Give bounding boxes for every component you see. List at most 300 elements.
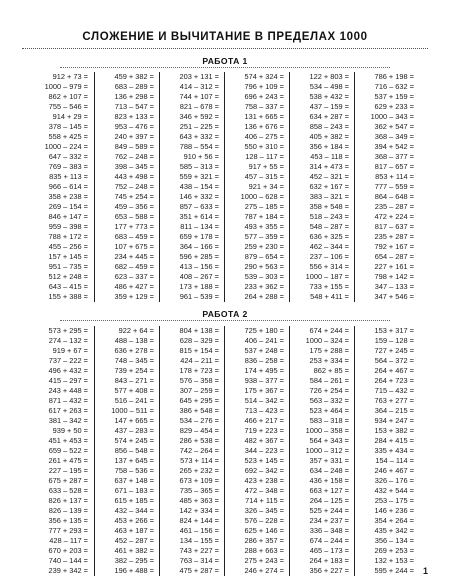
exercise-item: 634 – 248 = (309, 466, 349, 475)
exercise-item: 934 + 247 = (374, 416, 414, 425)
exercise-item: 748 – 345 = (114, 356, 154, 365)
exercise-item: 264 + 288 = (244, 292, 284, 301)
exercise-item: 488 – 138 = (114, 336, 154, 345)
exercise-item: 564 + 343 = (309, 436, 349, 445)
exercise-item: 573 + 295 = (48, 326, 88, 335)
exercise-item: 645 + 295 = (179, 396, 219, 405)
exercise-column (224, 72, 287, 302)
exercise-item: 625 + 146 = (244, 526, 284, 535)
exercise-item: 496 + 432 = (48, 366, 88, 375)
exercise-item: 725 + 180 = (244, 326, 284, 335)
exercise-column (289, 326, 352, 576)
exercise-item: 879 – 654 = (244, 252, 284, 261)
exercise-item: 437 – 159 = (309, 102, 349, 111)
exercise-item: 787 + 184 = (244, 212, 284, 221)
exercise-item: 824 + 144 = (179, 516, 219, 525)
exercise-column (289, 72, 352, 302)
exercise-item: 951 – 735 = (48, 262, 88, 271)
exercise-item: 142 + 334 = (179, 506, 219, 515)
exercise-item: 912 + 73 = (52, 72, 88, 81)
exercise-item: 777 – 559 = (374, 182, 414, 191)
exercise-column (29, 72, 91, 302)
exercise-item: 368 – 349 = (374, 132, 414, 141)
exercise-item: 548 + 411 = (310, 292, 349, 301)
exercise-item: 683 – 289 = (114, 82, 154, 91)
exercise-item: 713 – 423 = (244, 406, 284, 415)
exercise-item: 356 + 135 = (48, 516, 88, 525)
exercise-item: 357 + 331 = (309, 456, 349, 465)
exercise-item: 857 – 633 = (179, 202, 219, 211)
exercise-item: 574 + 324 = (244, 72, 284, 81)
exercise-item: 406 – 275 = (244, 132, 284, 141)
exercise-item: 653 – 588 = (114, 212, 154, 221)
exercise-item: 453 – 118 = (310, 152, 349, 161)
exercise-item: 523 + 145 = (244, 456, 284, 465)
exercise-item: 559 + 321 = (179, 172, 219, 181)
exercise-item: 455 – 256 = (48, 242, 88, 251)
exercise-item: 577 + 408 = (114, 386, 154, 395)
exercise-item: 939 + 50 = (52, 426, 88, 435)
exercise-item: 154 – 114 = (375, 456, 414, 465)
exercise-item: 811 – 134 = (180, 222, 219, 231)
exercise-item: 493 + 355 = (244, 222, 284, 231)
exercise-item: 381 – 342 = (48, 416, 88, 425)
exercise-item: 437 – 283 = (114, 426, 154, 435)
exercise-item: 364 – 215 = (374, 406, 414, 415)
exercise-item: 514 – 342 = (244, 396, 284, 405)
exercise-item: 359 + 129 = (114, 292, 154, 301)
exercise-item: 251 – 225 = (179, 122, 219, 131)
exercise-item: 132 + 153 = (374, 556, 414, 565)
exercise-item: 683 – 459 = (114, 232, 154, 241)
exercise-item: 264 + 723 = (374, 376, 414, 385)
exercise-item: 378 – 145 = (48, 122, 88, 131)
exercise-item: 482 + 367 = (244, 436, 284, 445)
work-1-title: РАБОТА 1 (202, 56, 248, 66)
exercise-item: 175 + 288 = (309, 346, 349, 355)
exercise-item: 548 – 287 = (309, 222, 349, 231)
page-title: СЛОЖЕНИЕ И ВЫЧИТАНИЕ В ПРЕДЕЛАХ 1000 (82, 31, 368, 43)
exercise-item: 871 – 432 = (48, 396, 88, 405)
exercise-item: 415 – 297 = (48, 376, 88, 385)
exercise-item: 253 + 334 = (309, 356, 349, 365)
exercise-item: 1000 – 324 = (305, 336, 349, 345)
exercise-item: 743 + 227 = (179, 546, 219, 555)
exercise-item: 1000 – 187 = (305, 272, 349, 281)
exercise-item: 358 + 238 = (48, 192, 88, 201)
exercise-item: 910 + 56 = (183, 152, 219, 161)
exercise-item: 122 + 803 = (309, 72, 349, 81)
exercise-item: 453 + 266 = (114, 516, 154, 525)
exercise-item: 634 + 287 = (309, 112, 349, 121)
exercise-item: 246 + 274 = (244, 566, 284, 575)
exercise-item: 796 + 109 = (244, 82, 284, 91)
exercise-item: 564 – 372 = (374, 356, 414, 365)
exercise-item: 1000 – 511 = (111, 406, 154, 415)
exercise-item: 178 + 723 = (179, 366, 219, 375)
exercise-item: 758 – 536 = (114, 466, 154, 475)
exercise-item: 917 + 55 = (248, 162, 284, 171)
exercise-item: 659 + 178 = (179, 232, 219, 241)
exercise-item: 643 + 332 = (179, 132, 219, 141)
exercise-item: 314 + 473 = (309, 162, 349, 171)
exercise-item: 637 + 148 = (114, 476, 154, 485)
exercise-item: 798 + 142 = (374, 272, 414, 281)
exercise-item: 585 – 313 = (179, 162, 219, 171)
exercise-item: 788 – 554 = (179, 142, 219, 151)
exercise-item: 556 + 314 = (309, 262, 349, 271)
exercise-item: 356 – 134 = (374, 536, 414, 545)
exercise-item: 584 – 261 = (309, 376, 349, 385)
exercise-item: 264 + 467 = (374, 366, 414, 375)
exercise-item: 472 – 348 = (244, 486, 284, 495)
exercise-item: 414 – 312 = (179, 82, 219, 91)
exercise-item: 959 – 398 = (48, 222, 88, 231)
exercise-item: 512 + 248 = (48, 272, 88, 281)
exercise-item: 714 + 115 = (245, 496, 284, 505)
title-divider (22, 48, 428, 49)
exercise-item: 253 – 175 = (374, 496, 414, 505)
exercise-column (354, 72, 417, 302)
exercise-item: 452 – 321 = (309, 172, 349, 181)
exercise-item: 424 – 211 = (180, 356, 219, 365)
exercise-item: 203 + 131 = (179, 72, 219, 81)
exercise-item: 173 + 188 = (179, 282, 219, 291)
exercise-item: 423 + 238 = (244, 476, 284, 485)
exercise-item: 153 + 382 = (374, 426, 414, 435)
work-1-divider (60, 67, 390, 68)
exercise-item: 742 – 264 = (179, 446, 219, 455)
exercise-item: 755 – 546 = (48, 102, 88, 111)
exercise-item: 966 – 614 = (48, 182, 88, 191)
exercise-item: 462 – 344 = (309, 242, 349, 251)
exercise-item: 235 – 287 = (374, 202, 414, 211)
exercise-item: 386 + 548 = (179, 406, 219, 415)
exercise-item: 284 + 415 = (374, 436, 414, 445)
exercise-item: 459 + 382 = (114, 72, 154, 81)
exercise-item: 275 + 243 = (244, 556, 284, 565)
exercise-item: 269 + 253 = (374, 546, 414, 555)
exercise-item: 815 + 154 = (179, 346, 219, 355)
exercise-item: 364 – 166 = (179, 242, 219, 251)
exercise-item: 538 + 432 = (309, 92, 349, 101)
exercise-item: 735 – 365 = (179, 486, 219, 495)
exercise-item: 633 – 528 = (48, 486, 88, 495)
exercise-item: 405 + 382 = (309, 132, 349, 141)
exercise-item: 435 + 342 = (374, 526, 414, 535)
exercise-item: 862 + 85 = (313, 366, 349, 375)
exercise-item: 537 + 248 = (244, 346, 284, 355)
exercise-item: 146 + 332 = (179, 192, 219, 201)
exercise-item: 443 + 498 = (114, 172, 154, 181)
exercise-item: 663 + 127 = (309, 486, 349, 495)
exercise-item: 1000 – 312 = (305, 446, 349, 455)
exercise-item: 826 + 137 = (48, 496, 88, 505)
exercise-item: 436 + 158 = (309, 476, 349, 485)
exercise-item: 745 + 254 = (114, 192, 154, 201)
exercise-column (354, 326, 417, 576)
exercise-item: 196 + 488 = (114, 566, 154, 575)
exercise-item: 472 + 224 = (374, 212, 414, 221)
exercise-item: 826 – 139 = (48, 506, 88, 515)
exercise-item: 692 – 342 = (244, 466, 284, 475)
exercise-item: 643 – 415 = (48, 282, 88, 291)
exercise-item: 227 – 195 = (48, 466, 88, 475)
exercise-item: 737 – 222 = (48, 356, 88, 365)
exercise-item: 523 + 464 = (309, 406, 349, 415)
exercise-column (29, 326, 91, 576)
exercise-item: 137 + 645 = (114, 456, 154, 465)
exercise-item: 307 – 259 = (179, 386, 219, 395)
exercise-item: 922 + 64 = (118, 326, 154, 335)
exercise-item: 719 + 223 = (244, 426, 284, 435)
exercise-item: 131 + 665 = (244, 112, 284, 121)
exercise-item: 534 – 276 = (179, 416, 219, 425)
exercise-item: 461 – 156 = (179, 526, 219, 535)
exercise-item: 432 + 544 = (374, 486, 414, 495)
exercise-item: 696 + 243 = (244, 92, 284, 101)
exercise-item: 632 + 167 = (309, 182, 349, 191)
exercise-item: 234 + 237 = (309, 516, 349, 525)
exercise-item: 914 + 29 = (52, 112, 88, 121)
exercise-item: 459 – 356 = (114, 202, 154, 211)
exercise-item: 347 + 546 = (374, 292, 414, 301)
exercise-item: 654 – 287 = (374, 252, 414, 261)
exercise-item: 128 – 117 = (245, 152, 284, 161)
exercise-item: 394 + 542 = (374, 142, 414, 151)
exercise-item: 227 + 161 = (374, 262, 414, 271)
exercise-item: 516 – 241 = (114, 396, 154, 405)
exercise-item: 235 + 287 = (374, 232, 414, 241)
exercise-item: 261 + 475 = (48, 456, 88, 465)
exercise-item: 351 + 614 = (179, 212, 219, 221)
exercise-item: 573 + 114 = (180, 456, 219, 465)
exercise-item: 432 – 344 = (114, 506, 154, 515)
exercise-item: 354 + 264 = (374, 516, 414, 525)
exercise-item: 428 – 117 = (49, 536, 88, 545)
exercise-item: 836 – 258 = (244, 356, 284, 365)
exercise-item: 558 + 425 = (48, 132, 88, 141)
exercise-item: 659 – 522 = (48, 446, 88, 455)
exercise-item: 739 + 254 = (114, 366, 154, 375)
exercise-item: 758 – 337 = (244, 102, 284, 111)
exercise-item: 1000 – 358 = (305, 426, 349, 435)
exercise-column (159, 72, 222, 302)
exercise-item: 438 – 154 = (179, 182, 219, 191)
exercise-item: 157 + 145 = (48, 252, 88, 261)
exercise-item: 763 + 277 = (374, 396, 414, 405)
exercise-column (224, 326, 287, 576)
exercise-item: 155 + 388 = (48, 292, 88, 301)
exercise-item: 792 + 167 = (374, 242, 414, 251)
exercise-item: 233 + 362 = (244, 282, 284, 291)
exercise-item: 177 + 773 = (114, 222, 154, 231)
exercise-item: 853 + 114 = (375, 172, 414, 181)
exercise-item: 383 – 321 = (309, 192, 349, 201)
exercise-item: 326 – 176 = (374, 476, 414, 485)
exercise-item: 864 – 648 = (374, 192, 414, 201)
exercise-item: 539 – 303 = (244, 272, 284, 281)
exercise-item: 843 – 271 = (114, 376, 154, 385)
exercise-item: 457 – 315 = (244, 172, 284, 181)
exercise-item: 823 + 133 = (114, 112, 154, 121)
exercise-item: 265 + 232 = (179, 466, 219, 475)
exercise-item: 682 – 459 = (114, 262, 154, 271)
exercise-item: 264 – 125 = (309, 496, 349, 505)
exercise-item: 368 – 377 = (374, 152, 414, 161)
exercise-item: 577 – 359 = (244, 232, 284, 241)
exercise-item: 356 + 227 = (309, 566, 349, 575)
exercise-item: 408 – 267 = (179, 272, 219, 281)
exercise-item: 335 + 434 = (374, 446, 414, 455)
work-2-divider (60, 320, 390, 321)
exercise-item: 159 – 128 = (374, 336, 414, 345)
exercise-item: 673 + 109 = (179, 476, 219, 485)
exercise-item: 919 + 67 = (52, 346, 88, 355)
exercise-item: 817 – 637 = (374, 222, 414, 231)
exercise-item: 107 + 675 = (114, 242, 154, 251)
exercise-item: 518 – 243 = (309, 212, 349, 221)
exercise-item: 465 – 173 = (309, 546, 349, 555)
exercise-item: 804 + 138 = (179, 326, 219, 335)
exercise-item: 534 – 498 = (309, 82, 349, 91)
exercise-item: 466 + 217 = (244, 416, 284, 425)
exercise-item: 670 + 203 = (48, 546, 88, 555)
exercise-item: 675 + 287 = (48, 476, 88, 485)
exercise-item: 344 – 223 = (244, 446, 284, 455)
exercise-item: 136 + 298 = (114, 92, 154, 101)
exercise-item: 715 – 432 = (374, 386, 414, 395)
exercise-item: 175 + 367 = (244, 386, 284, 395)
exercise-item: 1000 – 224 = (44, 142, 88, 151)
exercise-item: 829 – 454 = (179, 426, 219, 435)
exercise-item: 240 + 397 = (114, 132, 154, 141)
exercise-item: 486 + 427 = (114, 282, 154, 291)
exercise-item: 485 + 363 = (179, 496, 219, 505)
exercise-item: 550 + 310 = (244, 142, 284, 151)
exercise-item: 763 – 314 = (179, 556, 219, 565)
exercise-item: 629 + 233 = (374, 102, 414, 111)
exercise-item: 674 + 244 = (309, 326, 349, 335)
exercise-item: 234 + 445 = (114, 252, 154, 261)
exercise-item: 835 + 113 = (49, 172, 88, 181)
exercise-item: 174 + 495 = (244, 366, 284, 375)
exercise-item: 275 – 185 = (244, 202, 284, 211)
exercise-item: 752 – 248 = (114, 182, 154, 191)
exercise-item: 762 – 248 = (114, 152, 154, 161)
exercise-item: 153 + 317 = (374, 326, 414, 335)
exercise-item: 849 – 589 = (114, 142, 154, 151)
exercise-item: 290 + 563 = (244, 262, 284, 271)
exercise-item: 452 – 287 = (114, 536, 154, 545)
exercise-item: 740 – 144 = (48, 556, 88, 565)
exercise-item: 1000 – 628 = (240, 192, 284, 201)
exercise-item: 617 + 263 = (48, 406, 88, 415)
exercise-item: 583 – 318 = (309, 416, 349, 425)
exercise-item: 286 + 357 = (244, 536, 284, 545)
exercise-item: 647 – 332 = (48, 152, 88, 161)
exercise-item: 1000 – 343 = (370, 112, 414, 121)
exercise-item: 713 – 547 = (114, 102, 154, 111)
exercise-column (159, 326, 222, 576)
exercise-item: 243 + 448 = (48, 386, 88, 395)
exercise-item: 136 + 676 = (244, 122, 284, 131)
exercise-item: 576 – 228 = (244, 516, 284, 525)
exercise-item: 574 + 245 = (114, 436, 154, 445)
exercise-item: 636 + 325 = (309, 232, 349, 241)
exercise-item: 576 – 358 = (179, 376, 219, 385)
exercise-item: 406 – 241 = (244, 336, 284, 345)
exercise-item: 288 + 663 = (244, 546, 284, 555)
exercise-item: 674 – 244 = (309, 536, 349, 545)
exercise-item: 716 – 632 = (374, 82, 414, 91)
exercise-item: 237 – 106 = (309, 252, 349, 261)
exercise-item: 134 – 155 = (179, 536, 219, 545)
page-number: 1 (423, 566, 429, 576)
exercise-item: 628 – 329 = (179, 336, 219, 345)
exercise-item: 347 – 133 = (374, 282, 414, 291)
exercise-item: 525 + 244 = (309, 506, 349, 515)
exercise-item: 475 + 287 = (179, 566, 219, 575)
exercise-item: 769 – 383 = (48, 162, 88, 171)
exercise-item: 463 + 187 = (114, 526, 154, 535)
exercise-item: 671 – 183 = (114, 486, 154, 495)
exercise-item: 858 – 243 = (309, 122, 349, 131)
exercise-item: 336 – 348 = (309, 526, 349, 535)
exercise-item: 953 – 476 = (114, 122, 154, 131)
exercise-item: 727 + 245 = (374, 346, 414, 355)
exercise-item: 563 – 332 = (309, 396, 349, 405)
exercise-item: 777 + 293 = (48, 526, 88, 535)
exercise-item: 451 + 453 = (48, 436, 88, 445)
exercise-item: 938 – 377 = (244, 376, 284, 385)
exercise-item: 326 – 345 = (244, 506, 284, 515)
exercise-item: 286 + 538 = (179, 436, 219, 445)
exercise-item: 817 – 657 = (374, 162, 414, 171)
exercise-item: 358 + 548 = (309, 202, 349, 211)
exercise-item: 623 – 337 = (114, 272, 154, 281)
exercise-item: 786 + 198 = (374, 72, 414, 81)
exercise-item: 356 + 184 = (309, 142, 349, 151)
exercise-item: 537 + 159 = (374, 92, 414, 101)
exercise-item: 596 + 285 = (179, 252, 219, 261)
exercise-item: 382 – 295 = (114, 556, 154, 565)
exercise-item: 461 + 382 = (114, 546, 154, 555)
exercise-item: 846 + 147 = (48, 212, 88, 221)
exercise-item: 147 + 665 = (114, 416, 154, 425)
exercise-item: 1000 – 979 = (44, 82, 88, 91)
exercise-item: 274 – 132 = (48, 336, 88, 345)
exercise-item: 346 + 592 = (179, 112, 219, 121)
exercise-item: 146 + 236 = (374, 506, 414, 515)
exercise-item: 726 + 254 = (309, 386, 349, 395)
exercise-item: 821 – 678 = (179, 102, 219, 111)
exercise-item: 413 – 156 = (179, 262, 219, 271)
exercise-item: 398 – 345 = (114, 162, 154, 171)
work-2-title: РАБОТА 2 (202, 309, 248, 319)
exercise-item: 595 + 244 = (374, 566, 414, 575)
exercise-item: 269 – 154 = (48, 202, 88, 211)
exercise-item: 264 + 183 = (309, 556, 349, 565)
exercise-column (94, 326, 157, 576)
exercise-item: 239 + 342 = (48, 566, 88, 575)
exercise-item: 961 – 539 = (179, 292, 219, 301)
exercise-item: 733 + 155 = (309, 282, 349, 291)
exercise-item: 788 + 172 = (48, 232, 88, 241)
exercise-item: 615 + 185 = (114, 496, 154, 505)
exercise-item: 921 + 34 = (248, 182, 284, 191)
exercise-item: 246 + 467 = (374, 466, 414, 475)
